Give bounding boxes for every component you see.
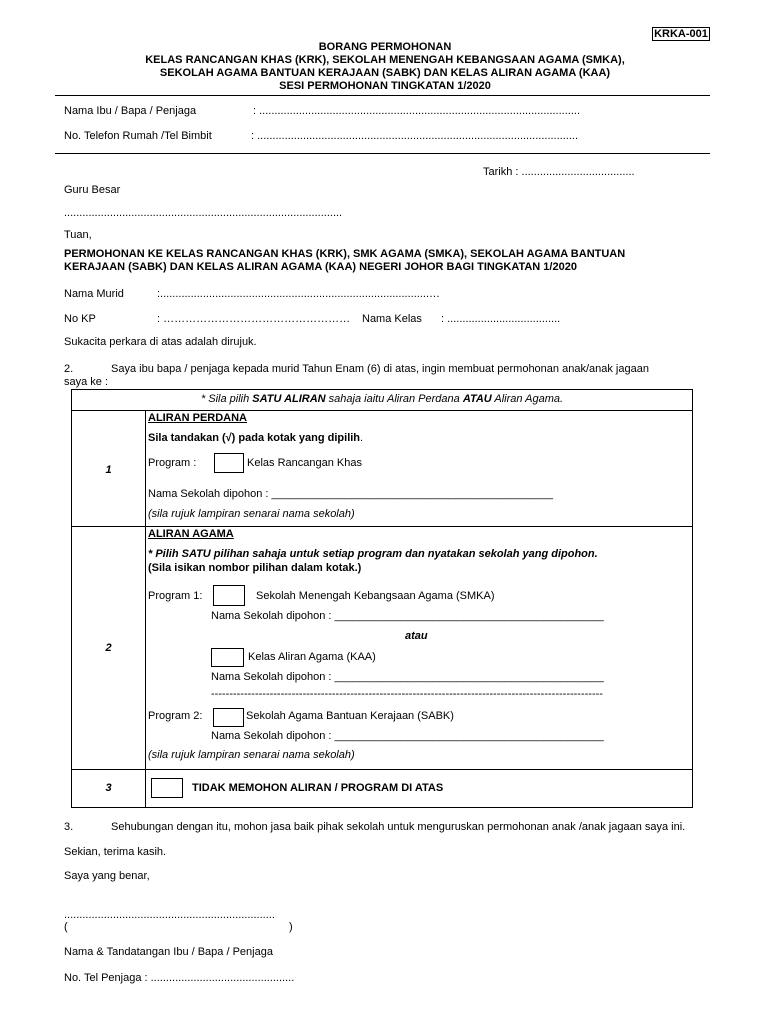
- paragraph-2-line1: Saya ibu bapa / penjaga kepada murid Tahun Enam (6) di atas, ingin membuat permohonan anak/anak jagaan: [111, 363, 649, 375]
- name-paren-open: (: [64, 921, 68, 933]
- date-field[interactable]: Tarikh : .....................................: [483, 166, 635, 178]
- form-title: BORANG PERMOHONAN: [318, 41, 452, 53]
- name-paren-close: ): [289, 921, 293, 933]
- kaa-school-field[interactable]: Nama Sekolah dipohon : ____________________________________________: [211, 671, 604, 683]
- parent-name-label: Nama Ibu / Bapa / Penjaga: [64, 105, 197, 117]
- class-name-label: Nama Kelas: [362, 313, 422, 325]
- krk-reference-note: (sila rujuk lampiran senarai nama sekolah): [148, 508, 355, 520]
- row-number-3: 3: [105, 782, 112, 794]
- aliran-agama-instruction2: (Sila isikan nombor pilihan dalam kotak.): [148, 562, 362, 574]
- form-title-line3: SEKOLAH AGAMA BANTUAN KERAJAAN (SABK) DAN KELAS ALIRAN AGAMA (KAA): [159, 67, 611, 79]
- class-name-field[interactable]: : .....................................: [441, 313, 561, 325]
- subject-line1: PERMOHONAN KE KELAS RANCANGAN KHAS (KRK), SMK AGAMA (SMKA), SEKOLAH AGAMA BANTUAN: [64, 248, 626, 260]
- student-kp-field[interactable]: : ……………………………………………: [157, 313, 351, 325]
- recipient-title: Guru Besar: [64, 184, 121, 196]
- program1-label: Program 1:: [148, 590, 203, 602]
- row-number-2: 2: [105, 642, 112, 654]
- agama-reference-note: (sila rujuk lampiran senarai nama sekolah): [148, 749, 355, 761]
- row-number-1: 1: [105, 464, 112, 476]
- closing-signoff: Saya yang benar,: [64, 870, 150, 882]
- not-applying-checkbox[interactable]: [151, 778, 183, 798]
- header-divider: [55, 95, 710, 96]
- paragraph-1: Sukacita perkara di atas adalah dirujuk.: [64, 336, 257, 348]
- form-title-session: SESI PERMOHONAN TINGKATAN 1/2020: [279, 80, 491, 92]
- kaa-program-name: Kelas Aliran Agama (KAA): [248, 651, 376, 663]
- krk-school-field[interactable]: Nama Sekolah dipohon : ______________________________________________: [148, 488, 553, 500]
- smka-program-name: Sekolah Menengah Kebangsaan Agama (SMKA): [256, 590, 495, 602]
- kaa-choice-box[interactable]: [211, 648, 244, 667]
- form-title-line2: KELAS RANCANGAN KHAS (KRK), SEKOLAH MENENGAH KEBANGSAAN AGAMA (SMKA),: [145, 54, 625, 66]
- table-note: * Sila pilih SATU ALIRAN sahaja iaitu Aliran Perdana ATAU Aliran Agama.: [200, 393, 564, 405]
- recipient-address-field[interactable]: ...........................................................................................: [64, 207, 343, 219]
- paragraph-3-number: 3.: [64, 821, 74, 833]
- sabk-school-field[interactable]: Nama Sekolah dipohon : ____________________________________________: [211, 730, 604, 742]
- parent-phone-field[interactable]: : .........................................................................................................: [251, 130, 579, 142]
- paragraph-2-line2: saya ke :: [64, 376, 109, 388]
- student-kp-label: No KP: [64, 313, 96, 325]
- krk-program-name: Kelas Rancangan Khas: [247, 457, 362, 469]
- sabk-program-name: Sekolah Agama Bantuan Kerajaan (SABK): [246, 710, 454, 722]
- student-name-field[interactable]: :........................................................................................…: [157, 288, 440, 300]
- student-name-label: Nama Murid: [64, 288, 124, 300]
- aliran-agama-instruction1: * Pilih SATU pilihan sahaja untuk setiap program dan nyatakan sekolah yang dipohon.: [148, 548, 598, 560]
- aliran-agama-heading: ALIRAN AGAMA: [148, 528, 234, 540]
- signature-field[interactable]: .....................................................................: [64, 909, 275, 921]
- program2-label: Program 2:: [148, 710, 203, 722]
- form-code: KRKA-001: [652, 27, 710, 41]
- aliran-perdana-heading: ALIRAN PERDANA: [148, 412, 247, 424]
- parent-name-field[interactable]: : .........................................................................................................: [253, 105, 581, 117]
- closing-thanks: Sekian, terima kasih.: [64, 846, 167, 858]
- parent-divider: [55, 153, 710, 154]
- sabk-choice-box[interactable]: [213, 708, 244, 727]
- subject-line2: KERAJAAN (SABK) DAN KELAS ALIRAN AGAMA (KAA) NEGERI JOHOR BAGI TINGKATAN 1/2020: [64, 261, 577, 273]
- smka-school-field[interactable]: Nama Sekolah dipohon : ____________________________________________: [211, 610, 604, 622]
- application-table: [71, 389, 693, 808]
- guardian-phone-field[interactable]: No. Tel Penjaga : ...............................................: [64, 972, 295, 984]
- or-label: atau: [405, 630, 428, 642]
- paragraph-3-text: Sehubungan dengan itu, mohon jasa baik pihak sekolah untuk menguruskan permohonan anak /anak jagaan saya ini.: [111, 821, 686, 833]
- not-applying-label: TIDAK MEMOHON ALIRAN / PROGRAM DI ATAS: [192, 782, 444, 794]
- smka-choice-box[interactable]: [213, 585, 245, 606]
- parent-phone-label: No. Telefon Rumah /Tel Bimbit: [64, 130, 212, 142]
- aliran-perdana-instruction: Sila tandakan (√) pada kotak yang dipilih.: [148, 432, 364, 444]
- program-divider: -----------------------------------------------------------------------------------------------------------: [211, 688, 603, 700]
- paragraph-2-number: 2.: [64, 363, 74, 375]
- krk-checkbox[interactable]: [214, 453, 244, 473]
- signature-label: Nama & Tandatangan Ibu / Bapa / Penjaga: [64, 946, 273, 958]
- salutation: Tuan,: [64, 229, 92, 241]
- program-label: Program :: [148, 457, 197, 469]
